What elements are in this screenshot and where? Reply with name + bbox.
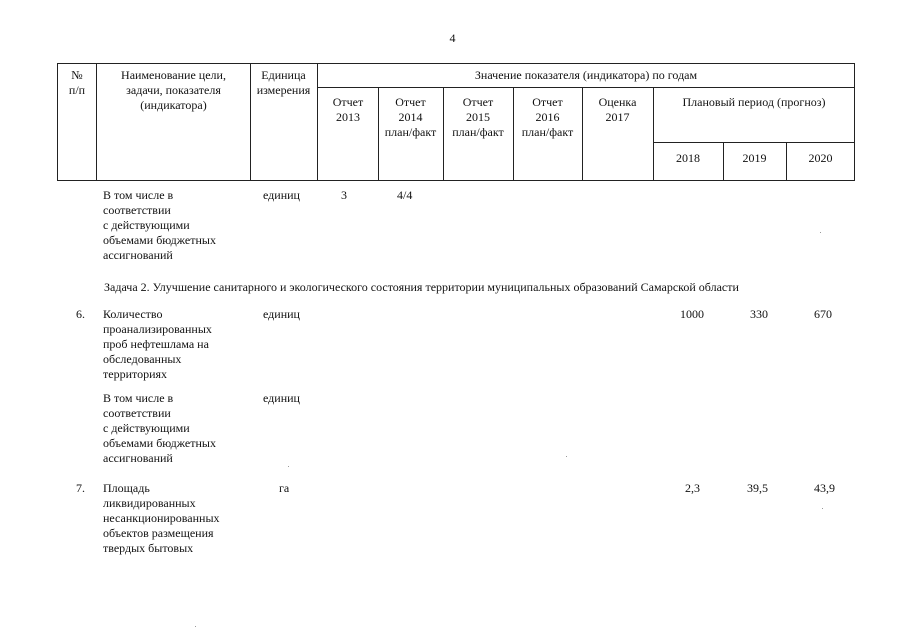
row-6-unit: единиц bbox=[263, 307, 300, 321]
row-7-2018: 2,3 bbox=[685, 481, 700, 495]
header-col-unit: Единица измерения bbox=[256, 68, 311, 97]
row-6-name: Количество проанализированных проб нефтешлама на обследованных территориях bbox=[103, 307, 212, 381]
header-year-2017: Оценка 2017 bbox=[598, 95, 637, 124]
header-plan-2020: 2020 bbox=[808, 151, 833, 165]
table-header bbox=[57, 63, 855, 181]
header-plan-2019: 2019 bbox=[742, 151, 767, 165]
row-7-number: 7. bbox=[76, 481, 85, 495]
scan-speck bbox=[822, 508, 823, 509]
row-7-unit: га bbox=[279, 481, 290, 495]
header-year-2015: Отчет 2015 план/факт bbox=[452, 95, 504, 139]
row-7-2020: 43,9 bbox=[814, 481, 835, 495]
header-top-border bbox=[57, 63, 855, 64]
header-year-2014: Отчет 2014 план/факт bbox=[384, 95, 437, 139]
task-2-heading: Задача 2. Улучшение санитарного и экологического состояния территории муниципальных образований Самарской области bbox=[104, 280, 739, 294]
plan-period-divider bbox=[653, 142, 855, 143]
scan-speck bbox=[566, 456, 567, 457]
header-plan-period: Плановый период (прогноз) bbox=[682, 95, 826, 109]
row-7-2019: 39,5 bbox=[747, 481, 768, 495]
scan-speck bbox=[288, 466, 289, 467]
row-budget-subitem-name: В том числе в соответствии с действующими объемами бюджетных ассигнований bbox=[103, 188, 216, 262]
header-year-2013: Отчет 2013 bbox=[332, 95, 364, 124]
header-col-number: № п/п bbox=[68, 68, 86, 97]
row-6-2019: 330 bbox=[750, 307, 768, 321]
scan-speck bbox=[820, 232, 821, 233]
row-budget-subitem-2014: 4/4 bbox=[397, 188, 413, 202]
row-6-number: 6. bbox=[76, 307, 85, 321]
values-group-divider bbox=[317, 87, 855, 88]
row-budget-subitem-unit: единиц bbox=[263, 188, 300, 202]
row-budget-subitem-2013: 3 bbox=[341, 188, 347, 202]
page-number: 4 bbox=[449, 31, 456, 45]
row-6-budget-subitem-unit: единиц bbox=[263, 391, 300, 405]
header-values-group: Значение показателя (индикатора) по годам bbox=[474, 68, 698, 82]
scan-speck bbox=[195, 626, 196, 627]
row-6-2018: 1000 bbox=[680, 307, 704, 321]
row-6-2020: 670 bbox=[814, 307, 832, 321]
row-6-budget-subitem-name: В том числе в соответствии с действующими объемами бюджетных ассигнований bbox=[103, 391, 216, 465]
header-year-2016: Отчет 2016 план/факт bbox=[521, 95, 574, 139]
row-7-name: Площадь ликвидированных несанкционированных объектов размещения твердых бытовых bbox=[103, 481, 220, 555]
header-plan-2018: 2018 bbox=[676, 151, 700, 165]
header-col-name: Наименование цели, задачи, показателя (индикатора) bbox=[121, 68, 226, 112]
header-bottom-border bbox=[57, 180, 855, 181]
